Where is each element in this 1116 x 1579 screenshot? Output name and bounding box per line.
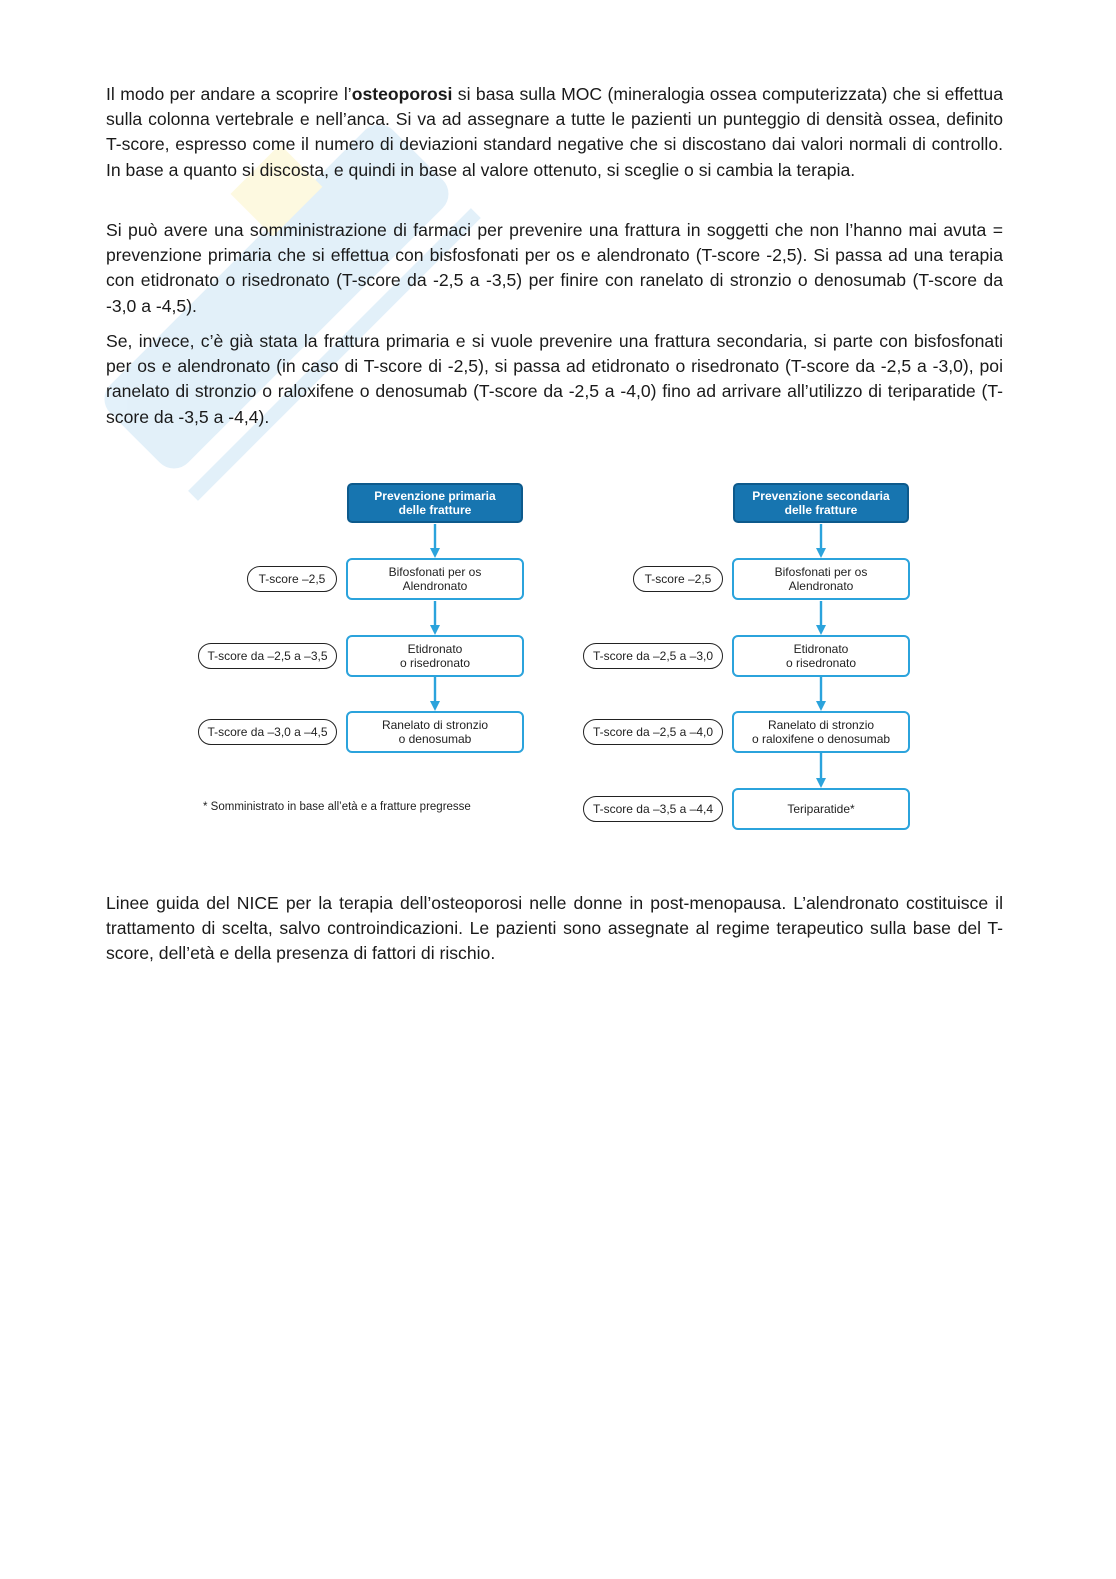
step-line: Ranelato di stronzio — [767, 718, 875, 732]
secondary-tscore-3: T-score da –2,5 a –4,0 — [583, 719, 723, 745]
secondary-step-teriparatide — [732, 788, 910, 830]
primary-tscore-3: T-score da –3,0 a –4,5 — [198, 719, 337, 745]
paragraph-moc — [106, 82, 1003, 183]
primary-step-etidronate — [346, 635, 524, 677]
secondary-prevention-header — [733, 483, 909, 523]
paragraph-text: si basa sulla MOC (mineralogia ossea computerizzata) che si effettua sulla colonna vertebrale e nell’anca. Si va ad assegnare a tutte le pazienti un punteggio di densità ossea, definito T-score, espresso come il numero di deviazioni standard negative che si discostano dai valori normali di controllo. In base a quanto si discosta, e quindi in base al valore ottenuto, si sceglie o si cambia la terapia. — [106, 84, 1003, 180]
secondary-tscore-2: T-score da –2,5 a –3,0 — [583, 643, 723, 669]
step-line: Teriparatide* — [787, 802, 855, 816]
step-line: o raloxifene o denosumab — [751, 732, 891, 746]
step-line: Alendronato — [788, 579, 854, 593]
step-line: Etidronato — [407, 642, 463, 656]
step-line: Ranelato di stronzio — [381, 718, 489, 732]
step-line: Bifosfonati per os — [388, 565, 482, 579]
paragraph-primary-prevention: Si può avere una somministrazione di farmaci per prevenire una frattura in soggetti che non l’hanno mai avuta = prevenzione primaria che si effettua con bisfosfonati per os e alendronato (T-score -2,5). Si passa ad una terapia con etidronato o risedronato (T-score da -2,5 a -3,5) per finire con ranelato di stronzio o denosumab (T-score da -3,0 a -4,5). — [106, 220, 1003, 316]
primary-tscore-2: T-score da –2,5 a –3,5 — [198, 643, 337, 669]
secondary-step-bisphosphonates — [732, 558, 910, 600]
header-line: delle fratture — [784, 503, 858, 517]
step-line: Etidronato — [793, 642, 849, 656]
step-line: o denosumab — [398, 732, 472, 746]
header-line: Prevenzione primaria — [374, 489, 496, 503]
paragraph-secondary-prevention: Se, invece, c’è già stata la frattura primaria e si vuole prevenire una frattura secondaria, si parte con bisfosfonati per os e alendronato (in caso di T-score di -2,5), si passa ad etidronato o risedronato (T-score da -2,5 a -3,0), poi ranelato di stronzio o raloxifene o denosumab (T-score da -2,5 a -4,0) fino ad arrivare all’utilizzo di teriparatide (T-score da -3,5 a -4,4). — [106, 331, 1003, 427]
step-line: Alendronato — [402, 579, 468, 593]
paragraph-nice-guidelines: Linee guida del NICE per la terapia dell’osteoporosi nelle donne in post-menopausa. L’alendronato costituisce il trattamento di scelta, salvo controindicazioni. Le pazienti sono assegnate al regime terapeutico sulla base del T-score, dell’età e della presenza di fattori di rischio. — [106, 893, 1003, 964]
secondary-step-ranelate — [732, 711, 910, 753]
bold-term: osteoporosi — [351, 84, 453, 104]
step-line: o risedronato — [399, 656, 471, 670]
primary-tscore-1: T-score –2,5 — [247, 566, 337, 592]
primary-step-ranelate — [346, 711, 524, 753]
paragraph-text: Il modo per andare a scoprire l’ — [106, 84, 352, 104]
step-line: Bifosfonati per os — [774, 565, 868, 579]
step-line: o risedronato — [785, 656, 857, 670]
primary-step-bisphosphonates — [346, 558, 524, 600]
flowchart-footnote: * Somministrato in base all’età e a fratture pregresse — [203, 801, 471, 813]
secondary-tscore-4: T-score da –3,5 a –4,4 — [583, 796, 723, 822]
secondary-step-etidronate — [732, 635, 910, 677]
header-line: delle fratture — [398, 503, 472, 517]
primary-prevention-header — [347, 483, 523, 523]
secondary-tscore-1: T-score –2,5 — [633, 566, 723, 592]
header-line: Prevenzione secondaria — [752, 489, 890, 503]
